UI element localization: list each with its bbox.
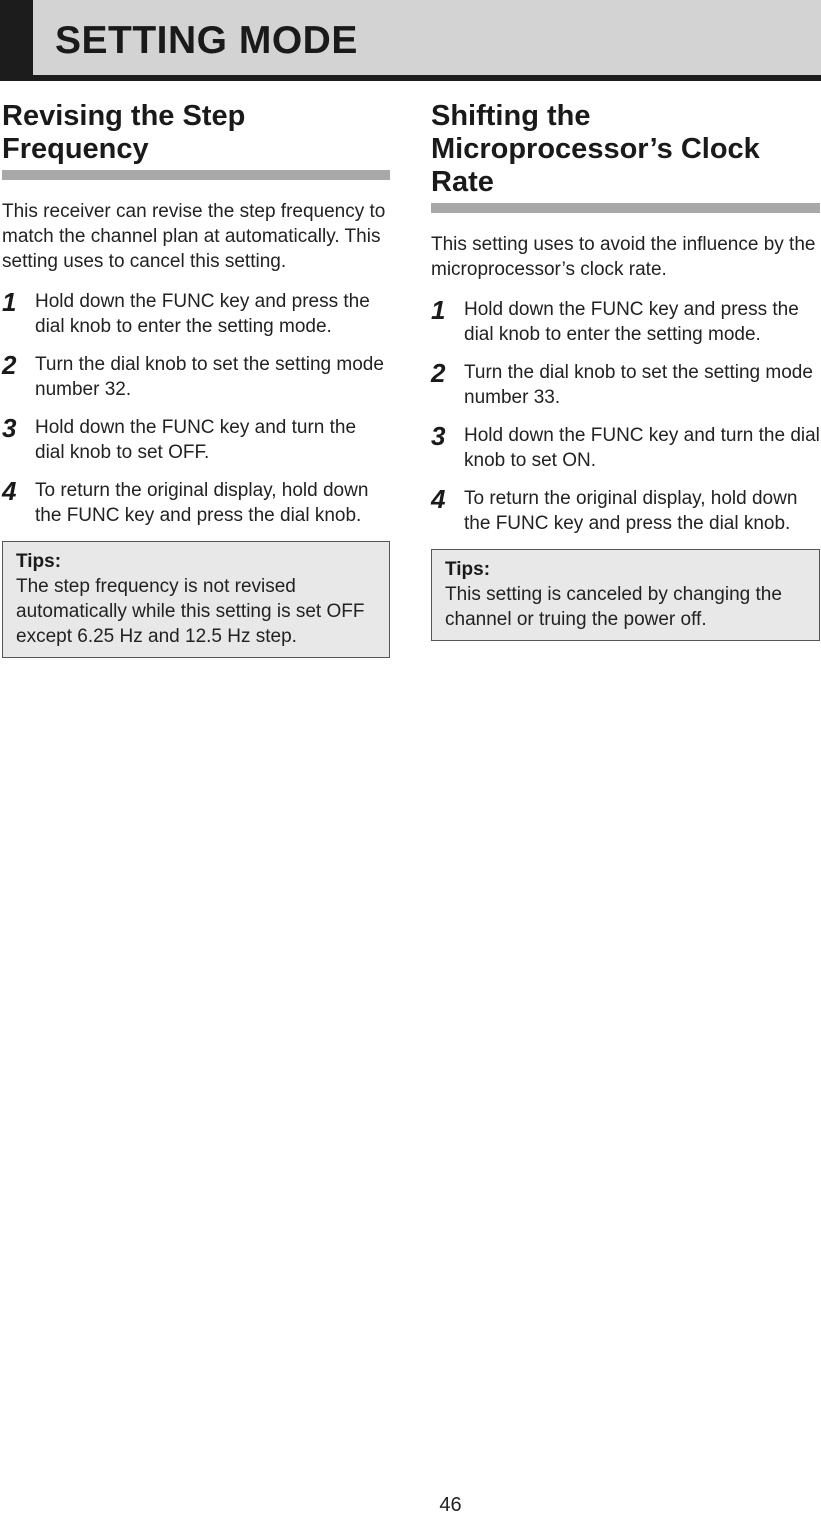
page-title: SETTING MODE bbox=[55, 19, 358, 62]
step-item bbox=[2, 352, 390, 402]
step-number: 4 bbox=[2, 476, 17, 506]
step-text: Hold down the FUNC key and turn the dial knob to set OFF. bbox=[35, 417, 357, 463]
step-number: 3 bbox=[2, 413, 17, 443]
step-text: Turn the dial knob to set the setting mode number 32. bbox=[35, 354, 384, 400]
tips-text: This setting is canceled by changing the channel or truing the power off. bbox=[445, 584, 782, 630]
step-text: Hold down the FUNC key and press the dial knob to enter the setting mode. bbox=[35, 291, 370, 337]
section-title-line: Microprocessor’s Clock bbox=[431, 133, 760, 165]
tips-label: Tips: bbox=[445, 559, 491, 580]
section-intro: This receiver can revise the step frequency to match the channel plan at automatically. This setting uses to cancel this setting. bbox=[2, 201, 386, 272]
step-text: Hold down the FUNC key and press the dial knob to enter the setting mode. bbox=[464, 299, 799, 345]
right-column bbox=[431, 100, 820, 641]
tips-box bbox=[431, 549, 820, 641]
section-intro: This setting uses to avoid the influence by the microprocessor’s clock rate. bbox=[431, 234, 816, 280]
step-item bbox=[2, 478, 390, 528]
step-text: Hold down the FUNC key and turn the dial knob to set ON. bbox=[464, 425, 820, 471]
step-number: 2 bbox=[2, 350, 17, 380]
section-title-line: Shifting the bbox=[431, 100, 591, 132]
step-item bbox=[431, 423, 820, 473]
header-rule bbox=[0, 75, 821, 81]
step-list bbox=[431, 297, 820, 536]
step-text: Turn the dial knob to set the setting mode number 33. bbox=[464, 362, 813, 408]
step-number: 4 bbox=[431, 484, 446, 514]
step-text: To return the original display, hold down the FUNC key and press the dial knob. bbox=[35, 480, 369, 526]
section-title-clock-rate bbox=[431, 100, 820, 203]
step-list bbox=[2, 289, 390, 528]
step-item bbox=[2, 415, 390, 465]
section-title-step-frequency bbox=[2, 100, 390, 170]
step-item bbox=[431, 360, 820, 410]
step-item bbox=[431, 297, 820, 347]
page-number: 46 bbox=[439, 1494, 462, 1516]
section-title-line: Frequency bbox=[2, 133, 149, 165]
section-rule bbox=[431, 203, 820, 213]
step-item bbox=[2, 289, 390, 339]
header-tab-marker bbox=[0, 0, 33, 80]
step-item bbox=[431, 486, 820, 536]
step-number: 2 bbox=[431, 358, 446, 388]
section-title-line: Rate bbox=[431, 166, 494, 198]
step-number: 1 bbox=[2, 287, 17, 317]
tips-box bbox=[2, 541, 390, 658]
left-column bbox=[2, 100, 390, 658]
section-title-line: Revising the Step bbox=[2, 100, 246, 132]
tips-text: The step frequency is not revised automatically while this setting is set OFF except 6.25 Hz and 12.5 Hz step. bbox=[16, 576, 365, 647]
page-header bbox=[0, 0, 821, 80]
tips-label: Tips: bbox=[16, 551, 62, 572]
section-rule bbox=[2, 170, 390, 180]
step-number: 3 bbox=[431, 421, 446, 451]
step-text: To return the original display, hold down the FUNC key and press the dial knob. bbox=[464, 488, 798, 534]
step-number: 1 bbox=[431, 295, 446, 325]
